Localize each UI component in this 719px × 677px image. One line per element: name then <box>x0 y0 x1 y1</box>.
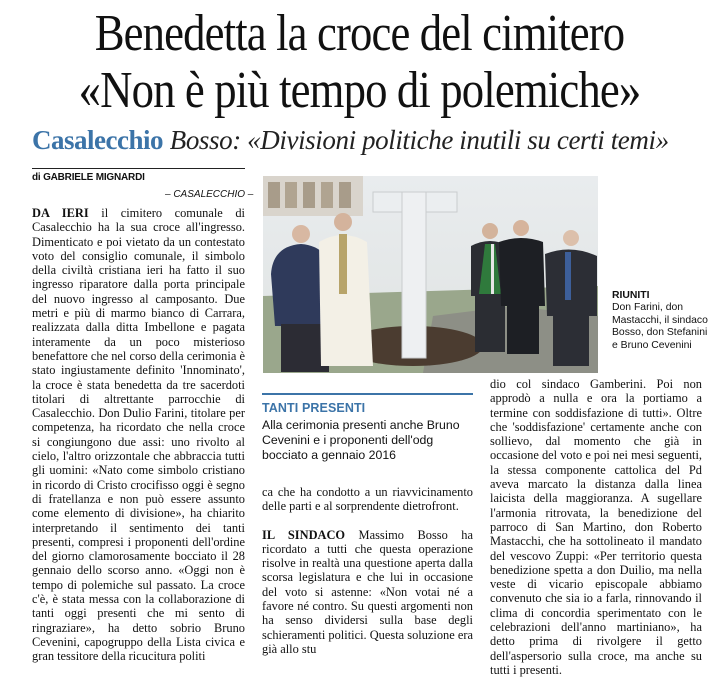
article-column-1 <box>32 206 245 664</box>
subhead-place: Casalecchio <box>32 125 163 155</box>
byline: di GABRIELE MIGNARDI <box>32 172 145 183</box>
caption-text: Don Farini, don Mastacchi, il sindaco Bosso, don Stefanini e Bruno Cevenini <box>612 302 708 351</box>
photo-caption <box>612 290 712 352</box>
article-column-2 <box>262 485 473 656</box>
article-column-3 <box>490 377 702 677</box>
photo <box>263 176 598 373</box>
dateline: – CASALECCHIO – <box>165 189 254 200</box>
headline-line-2: «Non è più tempo di polemiche» <box>78 62 641 119</box>
paragraph-2a: ca che ha condotto a un riavvicinamento delle parti e al sorprendente dietrofront. <box>262 485 473 514</box>
ceremony-photo <box>263 176 598 373</box>
lead-in: DA IERI <box>32 206 89 220</box>
paragraph-3: dio col sindaco Gamberini. Poi non approdò a nulla e ora la portiamo a termine con soddisfazione di tutti». Oltre che 'soddisfazione' certamente anche con sollievo, dal momento che già in occasione del voto e poi nei mesi seguenti, la stessa componente cattolica del Pd aveva marcato la distanza dalla linea laicista della maggioranza. A sugellare l'armonia ritrovata, la benedizione del parroco di San Martino, don Roberto Mastacchi, che ha sottolineato il mandato del vescovo Zuppi: «Per territorio questa benedizione spetta a don Duilio, ma nella veste di vicario episcopale abbiamo convenuto che sia io a farla, rinnovando il clima di concordia sperimentato con le celebrazioni dell'anno martiniano», ha detto prima di rivolgere il getto dell'aspersorio sulla croce, ma anche su tutti i presenti. <box>490 377 702 677</box>
headline-line-1: Benedetta la croce del cimitero <box>94 5 625 62</box>
subhead-quote: Bosso: «Divisioni politiche inutili su certi temi» <box>169 125 669 155</box>
paragraph-2b: Massimo Bosso ha ricordato a tutti che questa operazione risolve in realtà una questione aperta dalla scorsa legislatura e che lui in occasione del voto si astenne: «Non votai né a favore né contro. Su questi argomenti non ha senso dividersi sulla base degli schieramenti politici. Questa soluzione era già allo stu <box>262 527 473 656</box>
box-kicker: TANTI PRESENTI <box>262 401 366 415</box>
paragraph-1: il cimitero comunale di Casalecchio ha la sua croce all'ingresso. Dimenticato e poi vietato da un contestato voto del consiglio comunale, il simbolo della civiltà cristiana ieri ha fatto il suo ingresso riparatore dalla porta principale del nuovo ingresso al camposanto. Due metri e più di marmo bianco di Carrara, realizzata dalla ditta Imbellone e pagata interamente da un poco misterioso benefattore che nel corso della cerimonia è stato ingiustamente definito 'Innominato', la croce è stata benedetta da tre sacerdoti titolari di altrettante parrocchie di Casalecchio. Don Dulio Farini, titolare per competenza, ha ricordato che nella croce si congiungono due assi: uno rivolto al cielo, l'altro orizzontale che abbraccia tutti gli uomini: «Nato come simbolo cristiano in ricordo di Cristo crocifisso oggi è segno di fratellanza e non può essere assunto come elemento di divisione», ha chiarito interpretando il sentimento dei tanti presenti, compresi i proponenti dell'ordine del giorno clamorosamente bocciato il 28 gennaio dello scorso anno. «Oggi non è tempo di polemiche sul passato. La croce c'è, è stata messa con la collaborazione di tanti oggi presenti che mi sento di ringraziare», ha detto sobrio Bruno Cevenini, capogruppo della Lista civica e gran tessitore della ricucitura politi <box>32 206 245 664</box>
box-text: Alla cerimonia presenti anche Bruno Cevenini e i proponenti dell'odg bocciato a gennaio 2016 <box>262 418 460 462</box>
caption-title: RIUNITI <box>612 290 650 301</box>
byline-rule <box>32 168 245 169</box>
lead-in-2: IL SINDACO <box>262 527 346 542</box>
subheadline <box>32 125 712 155</box>
